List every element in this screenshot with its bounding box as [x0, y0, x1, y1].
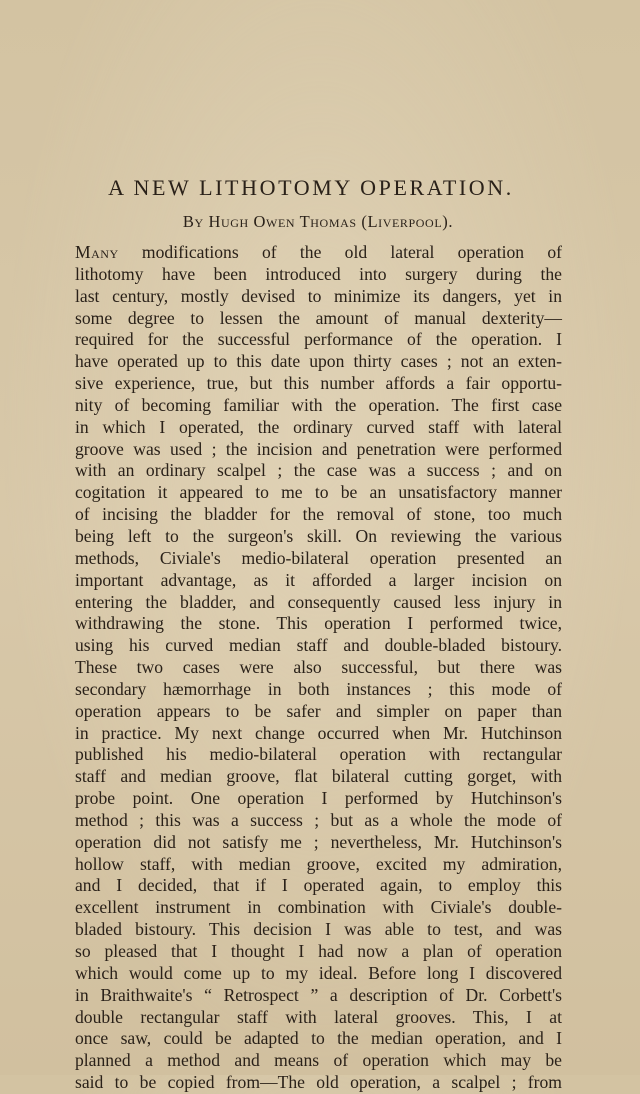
body-line: secondary hæmorrhage in both instances ; this mode of	[75, 678, 562, 699]
body-line: These two cases were also successful, but there was	[75, 657, 562, 678]
body-line: with an ordinary scalpel ; the case was a success ; and on	[75, 460, 562, 481]
body-line: staff and median groove, flat bilateral cutting gorget, with	[75, 766, 562, 787]
body-line: required for the successful performance of the operation. I	[75, 329, 562, 350]
body-line: entering the bladder, and consequently caused less injury in	[75, 591, 562, 612]
body-line: in Braithwaite's “ Retrospect ” a description of Dr. Corbett's	[75, 984, 562, 1005]
body-line: published his medio-bilateral operation with rectangular	[75, 744, 562, 765]
body-line: probe point. One operation I performed by Hutchinson's	[75, 788, 562, 809]
body-line: operation did not satisfy me ; nevertheless, Mr. Hutchinson's	[75, 831, 562, 852]
body-line: which would come up to my ideal. Before long I discovered	[75, 962, 562, 983]
body-line: some degree to lessen the amount of manual dexterity—	[75, 307, 562, 328]
body-line: excellent instrument in combination with Civiale's double-	[75, 897, 562, 918]
body-line: nity of becoming familiar with the operation. The first case	[75, 394, 562, 415]
body-line: operation appears to be safer and simpler on paper than	[75, 700, 562, 721]
body-line: cogitation it appeared to me to be an unsatisfactory manner	[75, 482, 562, 503]
body-line: planned a method and means of operation which may be	[75, 1050, 562, 1071]
body-line: being left to the surgeon's skill. On reviewing the various	[75, 525, 562, 546]
body-line: withdrawing the stone. This operation I performed twice,	[75, 613, 562, 634]
body-line: once saw, could be adapted to the median operation, and I	[75, 1028, 562, 1049]
body-line: in practice. My next change occurred when Mr. Hutchinson	[75, 722, 562, 743]
body-line: lithotomy have been introduced into surgery during the	[75, 263, 562, 284]
lead-word: Many	[75, 242, 119, 262]
body-line: have operated up to this date upon thirty cases ; not an exten-	[75, 351, 562, 372]
article-title: A NEW LITHOTOMY OPERATION.	[108, 175, 514, 200]
first-line-text: modifications of the old lateral operation of	[118, 242, 562, 262]
body-line: methods, Civiale's medio-bilateral operation presented an	[75, 547, 562, 568]
article-byline: By Hugh Owen Thomas (Liverpool).	[182, 212, 454, 231]
body-line: double rectangular staff with lateral grooves. This, I at	[75, 1006, 562, 1027]
body-line: in which I operated, the ordinary curved staff with lateral	[75, 416, 562, 437]
body-line	[75, 242, 562, 264]
body-line: bladed bistoury. This decision I was able to test, and was	[75, 919, 562, 940]
body-line: said to be copied from—The old operation, a scalpel ; from	[75, 1072, 562, 1093]
body-line: important advantage, as it afforded a larger incision on	[75, 569, 562, 590]
body-line: sive experience, true, but this number affords a fair opportu-	[75, 373, 562, 394]
body-line: of incising the bladder for the removal of stone, too much	[75, 504, 562, 525]
body-line: using his curved median staff and double-bladed bistoury.	[75, 635, 562, 656]
article-body	[75, 242, 562, 1094]
body-line: groove was used ; the incision and penetration were performed	[75, 438, 562, 459]
body-line: last century, mostly devised to minimize its dangers, yet in	[75, 285, 562, 306]
body-line: hollow staff, with median groove, excited my admiration,	[75, 853, 562, 874]
body-line: so pleased that I thought I had now a plan of operation	[75, 941, 562, 961]
body-line: and I decided, that if I operated again, to employ this	[75, 875, 562, 896]
body-line: method ; this was a success ; but as a whole the mode of	[75, 809, 562, 830]
